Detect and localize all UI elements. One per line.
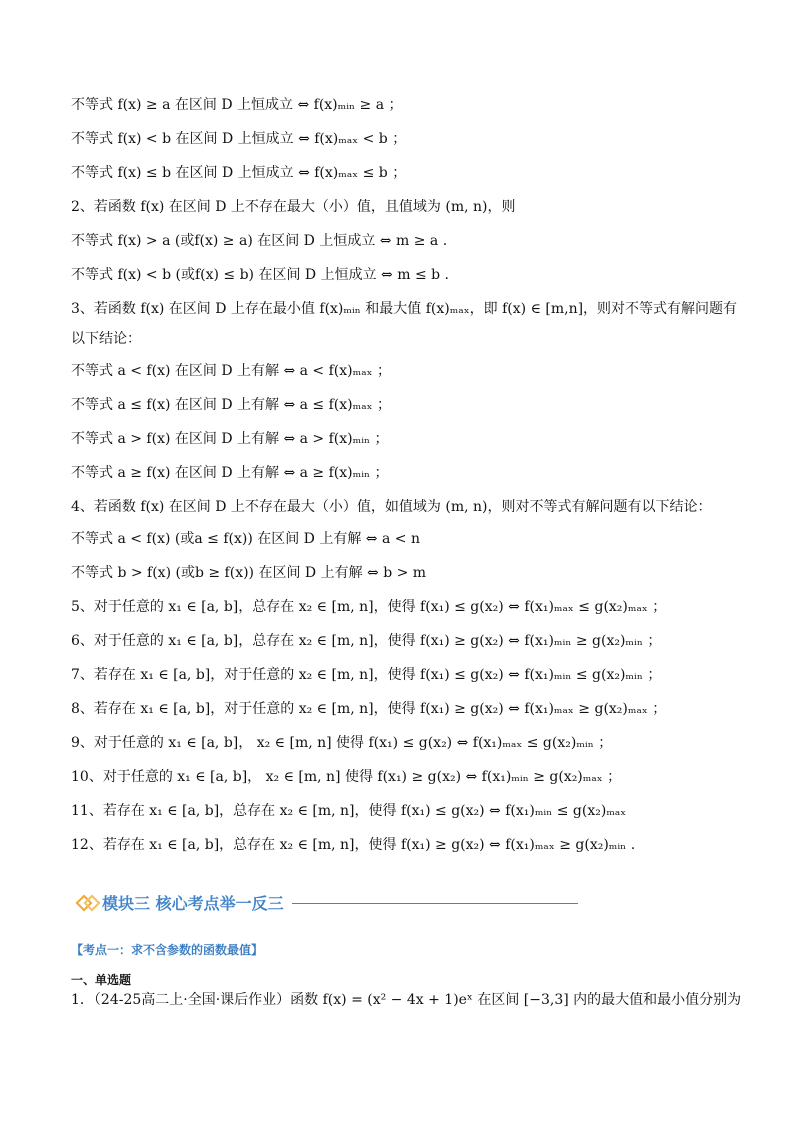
text-line: 不等式 f(x) > a (或f(x) ≥ a) 在区间 D 上恒成立 ⇔ m ≥ a . bbox=[71, 233, 448, 249]
section-heading: 一、单选题 bbox=[71, 973, 132, 987]
text-line: 以下结论： bbox=[71, 331, 141, 347]
text-line: 5、对于任意的 x₁ ∈ [a, b]，总存在 x₂ ∈ [m, n]，使得 f(x₁) ≤ g(x₂) ⇔ f(x₁)ₘₐₓ ≤ g(x₂)ₘₐₓ ； bbox=[71, 599, 667, 615]
text-line: 不等式 a ≤ f(x) 在区间 D 上有解 ⇔ a ≤ f(x)ₘₐₓ ； bbox=[71, 397, 391, 413]
text-line: 9、对于任意的 x₁ ∈ [a, b]， x₂ ∈ [m, n] 使得 f(x₁) ≤ g(x₂) ⇔ f(x₁)ₘₐₓ ≤ g(x₂)ₘᵢₙ ； bbox=[71, 735, 613, 751]
double-diamond-icon bbox=[78, 892, 100, 912]
heading-rule bbox=[292, 903, 578, 904]
text-line: 10、对于任意的 x₁ ∈ [a, b]， x₂ ∈ [m, n] 使得 f(x₁) ≥ g(x₂) ⇔ f(x₁)ₘᵢₙ ≥ g(x₂)ₘₐₓ ； bbox=[71, 769, 622, 785]
text-line: 4、若函数 f(x) 在区间 D 上不存在最大（小）值，如值域为 (m, n)，则对不等式有解问题有以下结论： bbox=[71, 499, 712, 515]
text-line: 不等式 f(x) ≥ a 在区间 D 上恒成立 ⇔ f(x)ₘᵢₙ ≥ a ； bbox=[71, 97, 403, 113]
text-line: 8、若存在 x₁ ∈ [a, b]，对于任意的 x₂ ∈ [m, n]，使得 f(x₁) ≥ g(x₂) ⇔ f(x₁)ₘₐₓ ≥ g(x₂)ₘₐₓ ； bbox=[71, 701, 667, 717]
text-line: 7、若存在 x₁ ∈ [a, b]，对于任意的 x₂ ∈ [m, n]，使得 f(x₁) ≤ g(x₂) ⇔ f(x₁)ₘᵢₙ ≤ g(x₂)ₘᵢₙ ； bbox=[71, 667, 662, 683]
text-line: 11、若存在 x₁ ∈ [a, b]，总存在 x₂ ∈ [m, n]，使得 f(x₁) ≤ g(x₂) ⇔ f(x₁)ₘᵢₙ ≤ g(x₂)ₘₐₓ bbox=[71, 803, 627, 819]
module-heading bbox=[78, 890, 578, 914]
text-line: 不等式 a < f(x) (或a ≤ f(x)) 在区间 D 上有解 ⇔ a < n bbox=[71, 531, 420, 547]
text-line: 不等式 f(x) < b (或f(x) ≤ b) 在区间 D 上恒成立 ⇔ m ≤ b . bbox=[71, 267, 449, 283]
text-line: 12、若存在 x₁ ∈ [a, b]，总存在 x₂ ∈ [m, n]，使得 f(x₁) ≥ g(x₂) ⇔ f(x₁)ₘₐₓ ≥ g(x₂)ₘᵢₙ . bbox=[71, 837, 636, 853]
question-text: 1．（24-25高二上·全国·课后作业）函数 f(x) = (x² − 4x + 1)eˣ 在区间 [−3,3] 内的最大值和最小值分别为 bbox=[71, 992, 742, 1008]
text-line: 不等式 f(x) < b 在区间 D 上恒成立 ⇔ f(x)ₘₐₓ < b ； bbox=[71, 131, 407, 147]
text-line: 不等式 a < f(x) 在区间 D 上有解 ⇔ a < f(x)ₘₐₓ ； bbox=[71, 363, 391, 379]
text-line: 不等式 a > f(x) 在区间 D 上有解 ⇔ a > f(x)ₘᵢₙ ； bbox=[71, 431, 389, 447]
module-title: 模块三 核心考点举一反三 bbox=[102, 893, 284, 913]
text-line: 不等式 a ≥ f(x) 在区间 D 上有解 ⇔ a ≥ f(x)ₘᵢₙ ； bbox=[71, 465, 389, 481]
text-line: 不等式 f(x) ≤ b 在区间 D 上恒成立 ⇔ f(x)ₘₐₓ ≤ b ； bbox=[71, 165, 407, 181]
text-line: 2、若函数 f(x) 在区间 D 上不存在最大（小）值，且值域为 (m, n)，则 bbox=[71, 199, 516, 215]
text-line: 3、若函数 f(x) 在区间 D 上存在最小值 f(x)ₘᵢₙ 和最大值 f(x)ₘₐₓ，即 f(x) ∈ [m,n]，则对不等式有解问题有 bbox=[71, 301, 738, 317]
text-line: 不等式 b > f(x) (或b ≥ f(x)) 在区间 D 上有解 ⇔ b > m bbox=[71, 565, 427, 581]
text-line: 6、对于任意的 x₁ ∈ [a, b]，总存在 x₂ ∈ [m, n]，使得 f(x₁) ≥ g(x₂) ⇔ f(x₁)ₘᵢₙ ≥ g(x₂)ₘᵢₙ ； bbox=[71, 633, 662, 649]
topic-heading: 【考点一：求不含参数的函数最值】 bbox=[71, 943, 264, 957]
